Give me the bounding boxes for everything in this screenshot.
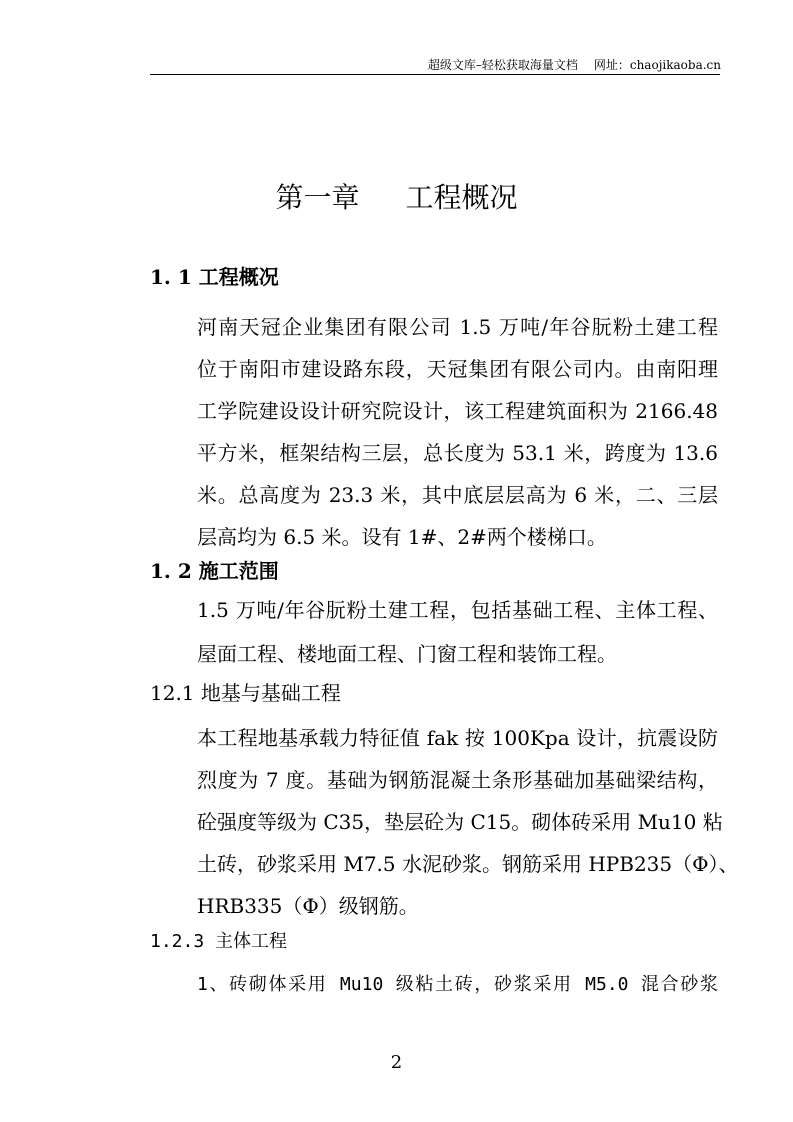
paragraph-line: 平方米，框架结构三层，总长度为 53.1 米，跨度为 13.6	[197, 441, 718, 465]
section-heading: 1. 1 工程概况	[150, 265, 279, 289]
paragraph-line: 工学院建设设计研究院设计，该工程建筑面积为 2166.48	[197, 399, 718, 423]
paragraph-line: 米。总高度为 23.3 米，其中底层层高为 6 米，二、三层	[197, 483, 718, 507]
paragraph-line: 1.5 万吨/年谷朊粉土建工程，包括基础工程、主体工程、	[197, 598, 718, 622]
paragraph-line: 河南天冠企业集团有限公司 1.5 万吨/年谷朊粉土建工程	[197, 315, 718, 339]
section-heading: 1.2.3 主体工程	[150, 931, 288, 952]
paragraph-line: HRB335（Φ）级钢筋。	[197, 894, 419, 918]
paragraph-line: 位于南阳市建设路东段，天冠集团有限公司内。由南阳理	[197, 357, 718, 381]
header-site-name: 超级文库–轻松获取海量文档	[427, 58, 578, 72]
chapter-title	[0, 176, 793, 216]
paragraph-line: 本工程地基承载力特征值 fak 按 100Kpa 设计，抗震设防	[197, 726, 718, 750]
page-number: 2	[390, 1052, 403, 1073]
chapter-name: 工程概况	[405, 181, 518, 214]
paragraph-line: 1、砖砌体采用 Mu10 级粘土砖，砂浆采用 M5.0 混合砂浆	[197, 974, 718, 995]
paragraph-line: 烈度为 7 度。基础为钢筋混凝土条形基础加基础梁结构，	[197, 768, 718, 792]
paragraph-line: 砼强度等级为 C35，垫层砼为 C15。砌体砖采用 Mu10 粘	[197, 810, 723, 834]
section-heading: 1. 2 施工范围	[150, 559, 279, 583]
paragraph-line: 土砖，砂浆采用 M7.5 水泥砂浆。钢筋采用 HPB235（Φ）、	[197, 852, 739, 876]
paragraph-line: 层高均为 6.5 米。设有 1#、2#两个楼梯口。	[197, 525, 607, 549]
section-heading: 12.1 地基与基础工程	[150, 681, 341, 705]
header-rule	[150, 74, 720, 75]
page-header	[428, 56, 721, 73]
paragraph-line: 屋面工程、楼地面工程、门窗工程和装饰工程。	[197, 642, 617, 666]
chapter-number: 第一章	[275, 181, 360, 214]
header-url: 网址：chaojikaoba.cn	[593, 58, 721, 72]
